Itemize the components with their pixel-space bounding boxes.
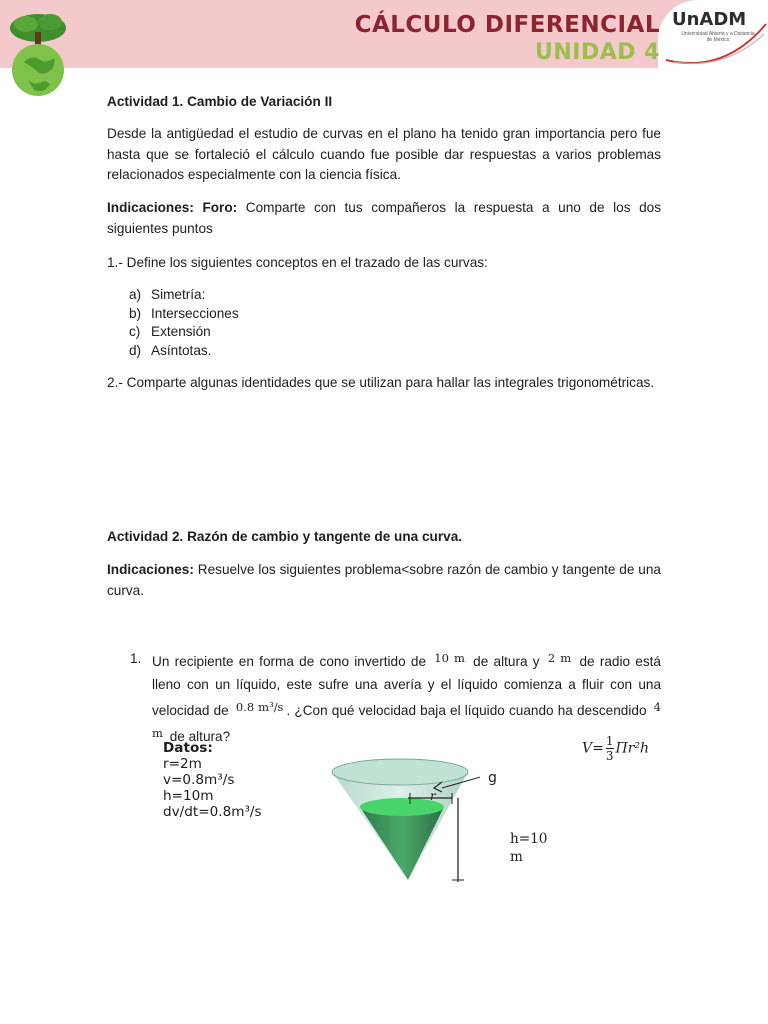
datos-title: Datos: [163,740,213,756]
activity2-title: Actividad 2. Razón de cambio y tangente de una curva. [107,529,463,544]
datos-block [163,740,262,820]
cone-diagram [320,752,480,886]
course-title: CÁLCULO DIFERENCIAL [354,12,660,38]
indications-text: Comparte con tus compañeros la respuesta a uno de los dos siguientes puntos [107,200,661,236]
datos-line: h=10m [163,788,214,804]
datos-line: dv/dt=0.8m³/s [163,804,262,820]
problem-text: Un recipiente en forma de cono invertido de $^{10 m}$ de altura y $^{2 m}$ de radio está lleno con un líquido, este sufre una avería y el líquido comienza a fluir con una velocidad de $^{0.8 m^3/s}$ . ¿Con qué velocidad baja el líquido cuando ha descendido $^{4 m}$ de altura? [152,651,661,744]
datos-line: v=0.8m³/s [163,772,235,788]
indications-label: Indicaciones: Foro: [107,200,238,215]
problem-1 [130,647,661,748]
unadm-subtitle: Universidad Abierta y a Distancia de México [681,31,755,43]
r-label: r [430,789,436,803]
activity1-title: Actividad 1. Cambio de Variación II [107,94,333,109]
height-label: h=10 m [510,831,548,865]
activity2-indications [107,560,661,601]
tree-globe-logo [6,6,70,102]
activity1-point2: 2.- Comparte algunas identidades que se utilizan para hallar las integrales trigonométricas. [107,375,655,390]
list-item: d) Asíntotas. [129,342,212,358]
radius-value: 2 m [547,651,572,665]
velocity-value: 0.8 m³/s [235,700,284,714]
g-label: g [488,770,497,786]
descent-value: 4 m [152,700,661,740]
activity1-intro: Desde la antigüedad el estudio de curvas en el plano ha tenido gran importancia pero fue hasta que se fortaleció el cálculo cuando fue posible dar respuestas a varios problemas relacionados especialmente con la ciencia física. [107,126,661,182]
indications-text: Resuelve los siguientes problema<sobre razón de cambio y tangente de una curva. [107,562,661,598]
height-value: 10 m [434,651,465,665]
activity1-point1: 1.- Define los siguientes conceptos en el trazado de las curvas: [107,255,488,270]
indications-label: Indicaciones: [107,562,194,577]
list-item: b) Intersecciones [129,305,239,321]
problem-number: 1. [130,651,142,666]
activity1-indications [107,198,661,239]
volume-formula: V= $\frac{1}{3}$ Πr²h [582,734,650,763]
concept-list [129,286,239,360]
unadm-brand: UnADM [672,9,747,30]
unit-title: UNIDAD 4 [535,40,660,65]
list-item: c) Extensión [129,324,211,339]
list-item: a) Simetría: [129,287,206,302]
datos-line: r=2m [163,756,202,772]
